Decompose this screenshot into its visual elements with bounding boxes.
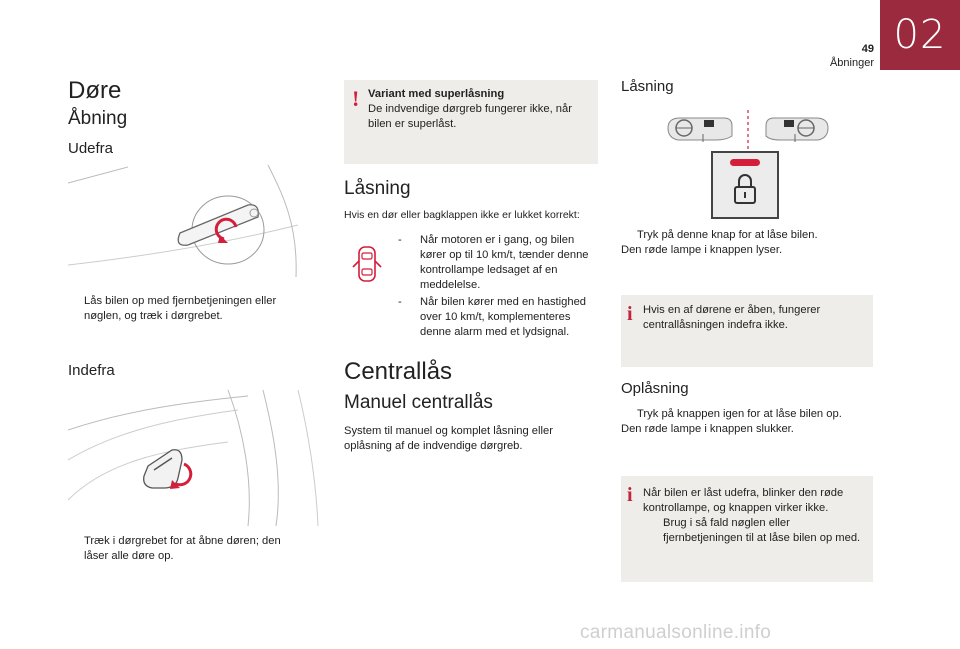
info-box-step bbox=[643, 516, 865, 546]
list-item bbox=[398, 295, 598, 340]
info-box-text: Hvis en af dørene er åben, fungerer centrallåsningen indefra ikke. bbox=[643, 304, 821, 331]
bullet-icon bbox=[621, 228, 637, 243]
unlocking-note: Den røde lampe i knappen slukker. bbox=[621, 423, 794, 435]
list-item-text: Når motoren er i gang, og bilen kører op til 10 km/t, tænder denne kontrollampe ledsaget af en meddelelse. bbox=[420, 234, 589, 291]
manual-text: System til manuel og komplet låsning eller oplåsning af de indvendige dørgreb. bbox=[344, 425, 553, 452]
dash-marker: - bbox=[398, 296, 402, 308]
locking-intro: Hvis en dør eller bagklappen ikke er lukket korrekt: bbox=[344, 209, 580, 221]
bullet-icon bbox=[621, 407, 637, 422]
locking-step-text: Tryk på denne knap for at låse bilen. bbox=[637, 229, 818, 241]
chapter-name: Åbninger bbox=[829, 57, 874, 69]
heading-locking-warning: Låsning bbox=[344, 178, 411, 199]
info-box-content bbox=[643, 486, 865, 546]
warning-title: Variant med superlåsning bbox=[368, 88, 505, 100]
list-item bbox=[398, 233, 598, 293]
warning-text: De indvendige dørgreb fungerer ikke, når bilen er superlåst. bbox=[368, 103, 572, 130]
unlocking-instructions bbox=[621, 407, 873, 437]
page-title: Døre bbox=[68, 77, 122, 104]
door-open-car-icon bbox=[352, 245, 382, 283]
central-lock-button-illustration bbox=[666, 106, 832, 220]
outside-instruction bbox=[68, 294, 308, 324]
inside-instruction-text: Træk i dørgrebet for at åbne døren; den låser alle døre op. bbox=[84, 535, 281, 562]
page-number: 49 bbox=[861, 43, 874, 55]
info-icon: i bbox=[627, 303, 633, 325]
door-open-warning-lamp bbox=[352, 245, 382, 283]
locking-step bbox=[621, 228, 873, 243]
dash-marker: - bbox=[398, 234, 402, 246]
bullet-icon bbox=[68, 534, 84, 564]
warning-icon: ! bbox=[352, 86, 360, 111]
locking-list bbox=[398, 233, 598, 340]
footer-watermark: carmanualsonline.info bbox=[580, 622, 772, 643]
warning-content bbox=[368, 87, 592, 132]
info-box-text: Når bilen er låst udefra, blinker den røde kontrollampe, og knappen virker ikke. bbox=[643, 487, 844, 514]
outside-instruction-text: Lås bilen op med fjernbetjeningen eller nøglen, og træk i dørgrebet. bbox=[84, 295, 277, 322]
bullet-icon bbox=[68, 294, 84, 324]
lock-button-icon bbox=[666, 106, 832, 220]
chapter-number: 02 bbox=[893, 12, 947, 58]
unlocking-step-text: Tryk på knappen igen for at låse bilen op. bbox=[637, 408, 842, 420]
heading-locking: Låsning bbox=[621, 78, 674, 95]
list-item-text: Når bilen kører med en hastighed over 10 km/t, komplementeres denne alarm med et lydsignal. bbox=[420, 296, 587, 338]
heading-unlocking: Oplåsning bbox=[621, 380, 689, 397]
heading-inside: Indefra bbox=[68, 362, 115, 379]
info-box-step-text: Brug i så fald nøglen eller fjernbetjeningen til at låse bilen op med. bbox=[663, 517, 861, 544]
chapter-tab bbox=[880, 0, 960, 70]
door-handle-inside-icon bbox=[68, 390, 324, 526]
bullet-icon bbox=[647, 516, 663, 546]
door-handle-outside-icon bbox=[68, 165, 324, 277]
section-title-central-locking: Centrallås bbox=[344, 358, 453, 385]
inside-handle-illustration bbox=[68, 390, 324, 526]
section-title-opening: Åbning bbox=[68, 108, 128, 129]
outside-handle-illustration bbox=[68, 165, 324, 277]
inside-instruction bbox=[68, 534, 308, 564]
heading-manual-central-locking: Manuel centrallås bbox=[344, 392, 493, 413]
locking-instructions bbox=[621, 228, 873, 258]
unlocking-step bbox=[621, 407, 873, 422]
info-icon: i bbox=[627, 484, 633, 506]
locking-note: Den røde lampe i knappen lyser. bbox=[621, 244, 783, 256]
heading-outside: Udefra bbox=[68, 140, 114, 157]
warning-box-superlocking bbox=[344, 80, 598, 164]
info-box-locked-outside bbox=[621, 476, 873, 582]
info-box-door-open bbox=[621, 295, 873, 367]
